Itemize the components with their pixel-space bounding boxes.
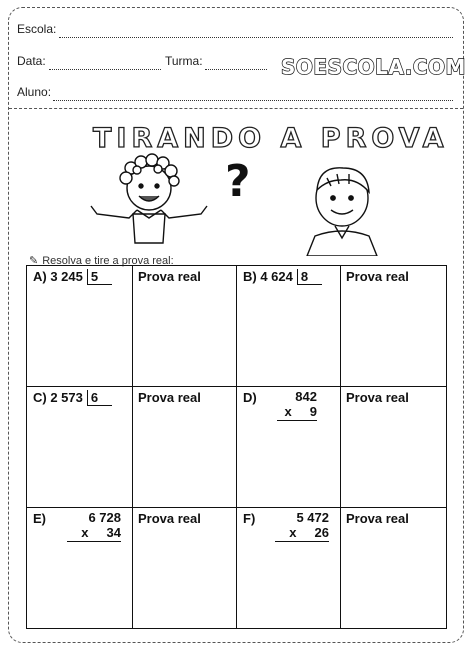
divisor: 5 xyxy=(87,269,112,285)
exercise-letter: C) xyxy=(33,390,47,405)
turma-line xyxy=(205,69,267,70)
prova-real-c[interactable] xyxy=(133,387,237,508)
prova-real-label: Prova real xyxy=(138,269,201,284)
exercise-d[interactable] xyxy=(237,387,341,508)
multiplicand: 842 xyxy=(295,389,317,404)
multiplier: 26 xyxy=(314,525,329,540)
instruction-text: Resolva e tire a prova real: xyxy=(42,255,174,267)
multiplication-d xyxy=(277,389,317,421)
exercise-a[interactable] xyxy=(27,266,133,387)
prova-real-b[interactable] xyxy=(341,266,447,387)
exercise-letter: B) xyxy=(243,269,257,284)
aluno-line xyxy=(53,100,453,101)
pencil-icon: ✎ xyxy=(29,255,39,267)
times-sign: x xyxy=(81,525,89,540)
exercise-letter: D) xyxy=(243,390,257,405)
exercise-b[interactable] xyxy=(237,266,341,387)
multiplicand: 6 728 xyxy=(88,510,121,525)
girl-illustration xyxy=(89,148,209,248)
prova-real-a[interactable] xyxy=(133,266,237,387)
exercise-letter: F) xyxy=(243,511,256,526)
exercise-c-text xyxy=(33,390,112,406)
aluno-label: Aluno: xyxy=(17,85,52,99)
prova-real-label: Prova real xyxy=(346,511,409,526)
page-title: TIRANDO A PROVA xyxy=(93,123,449,154)
multiplier: 34 xyxy=(106,525,121,540)
turma-label: Turma: xyxy=(165,54,203,68)
exercise-f[interactable] xyxy=(237,508,341,629)
dividend: 4 624 xyxy=(260,269,293,284)
exercise-letter: A) xyxy=(33,269,47,284)
prova-real-d[interactable] xyxy=(341,387,447,508)
prova-real-label: Prova real xyxy=(346,390,409,405)
divisor: 8 xyxy=(297,269,322,285)
exercise-c[interactable] xyxy=(27,387,133,508)
prova-real-label: Prova real xyxy=(138,390,201,405)
data-line xyxy=(49,69,161,70)
divisor: 6 xyxy=(87,390,112,406)
question-mark: ? xyxy=(225,156,251,207)
prova-real-label: Prova real xyxy=(138,511,201,526)
escola-line xyxy=(59,37,453,38)
boy-illustration xyxy=(297,156,387,256)
exercise-e[interactable] xyxy=(27,508,133,629)
dividend: 2 573 xyxy=(50,390,83,405)
prova-real-label: Prova real xyxy=(346,269,409,284)
times-sign: x xyxy=(289,525,297,540)
prova-real-f[interactable] xyxy=(341,508,447,629)
multiplier: 9 xyxy=(309,404,317,419)
multiplication-f xyxy=(275,510,329,542)
data-label: Data: xyxy=(17,54,46,68)
times-sign: x xyxy=(284,404,292,419)
escola-label: Escola: xyxy=(17,22,57,36)
exercise-letter: E) xyxy=(33,511,46,526)
exercise-a-text xyxy=(33,269,112,285)
exercise-b-text xyxy=(243,269,322,285)
prova-real-e[interactable] xyxy=(133,508,237,629)
exercise-grid xyxy=(26,265,447,629)
dividend: 3 245 xyxy=(50,269,83,284)
multiplicand: 5 472 xyxy=(296,510,329,525)
site-logo: SOESCOLA.COM xyxy=(281,55,466,79)
multiplication-e xyxy=(67,510,121,542)
header-separator xyxy=(9,108,463,109)
